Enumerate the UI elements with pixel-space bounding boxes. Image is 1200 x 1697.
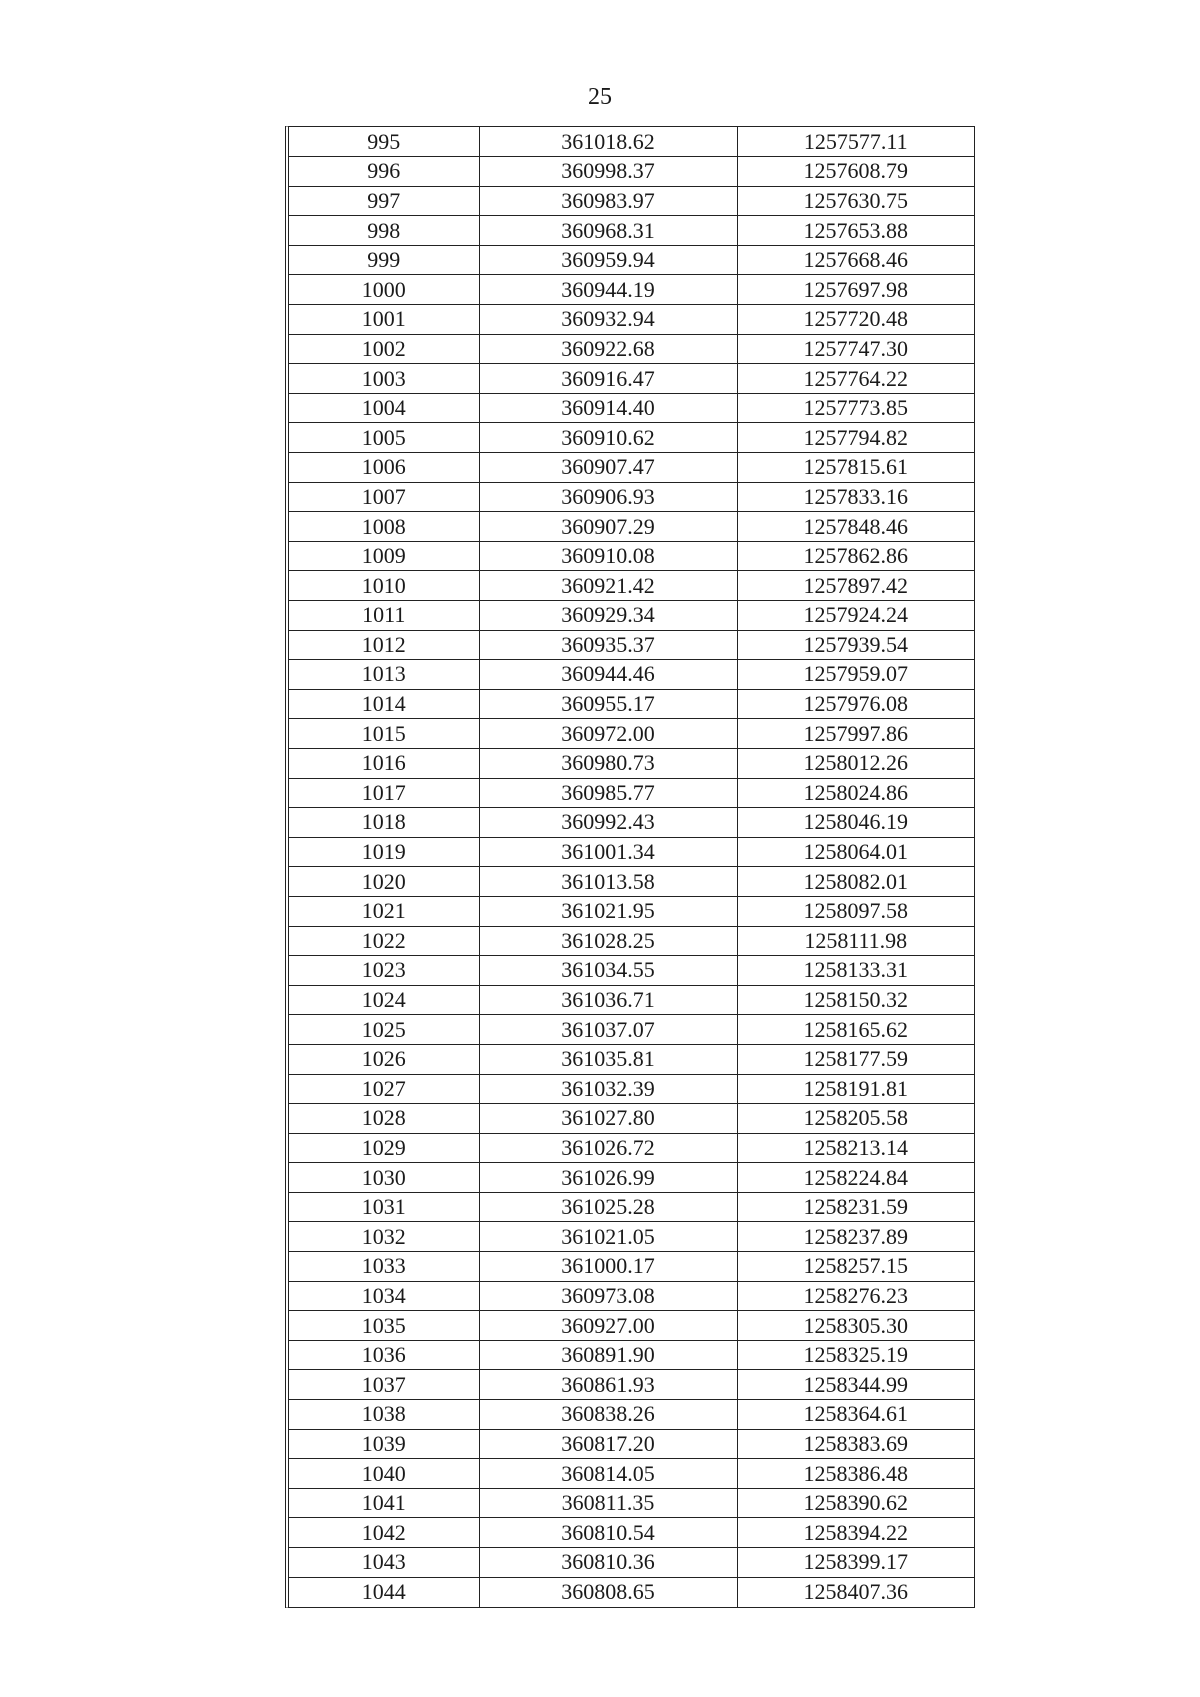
table-row	[289, 245, 974, 275]
point-number-cell: 1007	[289, 482, 479, 512]
x-coordinate-cell: 360916.47	[479, 364, 737, 394]
point-number-cell: 999	[289, 245, 479, 275]
y-coordinate-cell: 1257764.22	[737, 364, 974, 394]
table-row	[289, 808, 974, 838]
point-number-cell: 1025	[289, 1015, 479, 1045]
x-coordinate-cell: 361026.99	[479, 1163, 737, 1193]
y-coordinate-cell: 1258213.14	[737, 1133, 974, 1163]
y-coordinate-cell: 1258024.86	[737, 778, 974, 808]
table-row	[289, 956, 974, 986]
point-number-cell: 1031	[289, 1192, 479, 1222]
table-row	[289, 1311, 974, 1341]
table-row	[289, 334, 974, 364]
point-number-cell: 1022	[289, 926, 479, 956]
point-number-cell: 1013	[289, 660, 479, 690]
point-number-cell: 1002	[289, 334, 479, 364]
table-row	[289, 926, 974, 956]
table-row	[289, 186, 974, 216]
table-row	[289, 1548, 974, 1578]
x-coordinate-cell: 360972.00	[479, 719, 737, 749]
x-coordinate-cell: 360914.40	[479, 393, 737, 423]
table-row	[289, 157, 974, 187]
y-coordinate-cell: 1258224.84	[737, 1163, 974, 1193]
table-row	[289, 127, 974, 157]
page-number: 25	[588, 84, 612, 110]
table-row	[289, 630, 974, 660]
point-number-cell: 1026	[289, 1044, 479, 1074]
point-number-cell: 1040	[289, 1459, 479, 1489]
x-coordinate-cell: 360927.00	[479, 1311, 737, 1341]
y-coordinate-cell: 1258133.31	[737, 956, 974, 986]
point-number-cell: 995	[289, 127, 479, 157]
x-coordinate-cell: 360810.36	[479, 1548, 737, 1578]
x-coordinate-cell: 361025.28	[479, 1192, 737, 1222]
point-number-cell: 1035	[289, 1311, 479, 1341]
point-number-cell: 1021	[289, 896, 479, 926]
y-coordinate-cell: 1257924.24	[737, 601, 974, 631]
table-row	[289, 1015, 974, 1045]
x-coordinate-cell: 360811.35	[479, 1488, 737, 1518]
y-coordinate-cell: 1257939.54	[737, 630, 974, 660]
point-number-cell: 1034	[289, 1281, 479, 1311]
y-coordinate-cell: 1257897.42	[737, 571, 974, 601]
y-coordinate-cell: 1258111.98	[737, 926, 974, 956]
point-number-cell: 1019	[289, 837, 479, 867]
point-number-cell: 1000	[289, 275, 479, 305]
y-coordinate-cell: 1258386.48	[737, 1459, 974, 1489]
x-coordinate-cell: 361001.34	[479, 837, 737, 867]
table-row	[289, 305, 974, 335]
x-coordinate-cell: 360998.37	[479, 157, 737, 187]
y-coordinate-cell: 1258344.99	[737, 1370, 974, 1400]
table-row	[289, 896, 974, 926]
table-row	[289, 1429, 974, 1459]
point-number-cell: 1038	[289, 1400, 479, 1430]
y-coordinate-cell: 1258165.62	[737, 1015, 974, 1045]
x-coordinate-cell: 360973.08	[479, 1281, 737, 1311]
x-coordinate-cell: 360907.47	[479, 453, 737, 483]
x-coordinate-cell: 360959.94	[479, 245, 737, 275]
table-row	[289, 1104, 974, 1134]
y-coordinate-cell: 1258257.15	[737, 1252, 974, 1282]
point-number-cell: 1012	[289, 630, 479, 660]
x-coordinate-cell: 360935.37	[479, 630, 737, 660]
y-coordinate-cell: 1257976.08	[737, 689, 974, 719]
x-coordinate-cell: 360907.29	[479, 512, 737, 542]
y-coordinate-cell: 1258046.19	[737, 808, 974, 838]
point-number-cell: 1009	[289, 541, 479, 571]
x-coordinate-cell: 360891.90	[479, 1340, 737, 1370]
x-coordinate-cell: 361027.80	[479, 1104, 737, 1134]
y-coordinate-cell: 1257577.11	[737, 127, 974, 157]
y-coordinate-cell: 1258097.58	[737, 896, 974, 926]
y-coordinate-cell: 1257608.79	[737, 157, 974, 187]
table-row	[289, 1222, 974, 1252]
table-row	[289, 601, 974, 631]
table-row	[289, 1252, 974, 1282]
point-number-cell: 1027	[289, 1074, 479, 1104]
table-row	[289, 867, 974, 897]
y-coordinate-cell: 1258237.89	[737, 1222, 974, 1252]
y-coordinate-cell: 1258407.36	[803, 1579, 908, 1605]
table-row	[289, 1488, 974, 1518]
point-number-cell: 1003	[289, 364, 479, 394]
x-coordinate-cell: 360838.26	[479, 1400, 737, 1430]
x-coordinate-cell: 361021.95	[479, 896, 737, 926]
y-coordinate-cell: 1257997.86	[737, 719, 974, 749]
table-body	[289, 127, 974, 1607]
y-coordinate-cell: 1257720.48	[737, 305, 974, 335]
y-coordinate-cell: 1257747.30	[737, 334, 974, 364]
point-number-cell: 1016	[289, 748, 479, 778]
table-row	[289, 660, 974, 690]
point-number-cell: 1042	[289, 1518, 479, 1548]
y-coordinate-cell: 1258082.01	[737, 867, 974, 897]
y-coordinate-cell: 1258325.19	[737, 1340, 974, 1370]
table-row	[289, 837, 974, 867]
x-coordinate-cell: 360814.05	[479, 1459, 737, 1489]
x-coordinate-cell: 360922.68	[479, 334, 737, 364]
x-coordinate-cell: 361037.07	[479, 1015, 737, 1045]
table-row	[289, 423, 974, 453]
point-number-cell: 996	[289, 157, 479, 187]
x-coordinate-cell: 361032.39	[479, 1074, 737, 1104]
y-coordinate-cell: 1258399.17	[737, 1548, 974, 1578]
x-coordinate-cell: 360808.65	[479, 1577, 737, 1607]
y-coordinate-cell: 1257833.16	[737, 482, 974, 512]
table-row	[289, 216, 974, 246]
point-number-cell: 1018	[289, 808, 479, 838]
point-number-cell: 1028	[289, 1104, 479, 1134]
y-coordinate-cell: 1258305.30	[737, 1311, 974, 1341]
table-row	[289, 1577, 974, 1607]
coordinates-table	[285, 126, 975, 1608]
x-coordinate-cell: 360932.94	[479, 305, 737, 335]
point-number-cell: 1001	[289, 305, 479, 335]
x-coordinate-cell: 361018.62	[479, 127, 737, 157]
table-row	[289, 1518, 974, 1548]
x-coordinate-cell: 360929.34	[479, 601, 737, 631]
x-coordinate-cell: 361028.25	[479, 926, 737, 956]
x-coordinate-cell: 360968.31	[479, 216, 737, 246]
table-row	[289, 512, 974, 542]
point-number-cell: 1036	[289, 1340, 479, 1370]
x-coordinate-cell: 360910.62	[479, 423, 737, 453]
point-number-cell: 1039	[289, 1429, 479, 1459]
point-number-cell: 1044	[289, 1577, 479, 1607]
y-coordinate-cell: 1258231.59	[737, 1192, 974, 1222]
x-coordinate-cell: 360983.97	[479, 186, 737, 216]
y-coordinate-cell: 1257959.07	[737, 660, 974, 690]
x-coordinate-cell: 360980.73	[479, 748, 737, 778]
table-row	[289, 1281, 974, 1311]
y-coordinate-cell: 1258390.62	[737, 1488, 974, 1518]
y-coordinate-cell: 1258383.69	[737, 1429, 974, 1459]
point-number-cell: 1023	[289, 956, 479, 986]
y-coordinate-cell: 1257815.61	[737, 453, 974, 483]
point-number-cell: 1024	[289, 985, 479, 1015]
x-coordinate-cell: 360944.19	[479, 275, 737, 305]
table-row	[289, 482, 974, 512]
y-coordinate-cell: 1257697.98	[737, 275, 974, 305]
y-coordinate-cell: 1258205.58	[737, 1104, 974, 1134]
y-coordinate-cell: 1258394.22	[737, 1518, 974, 1548]
x-coordinate-cell: 360906.93	[479, 482, 737, 512]
y-coordinate-cell: 1258364.61	[737, 1400, 974, 1430]
y-coordinate-cell: 1257848.46	[737, 512, 974, 542]
x-coordinate-cell: 361013.58	[479, 867, 737, 897]
table-row	[289, 1400, 974, 1430]
point-number-cell: 1041	[289, 1488, 479, 1518]
point-number-cell: 1010	[289, 571, 479, 601]
table-row	[289, 1163, 974, 1193]
x-coordinate-cell: 361034.55	[479, 956, 737, 986]
y-coordinate-cell: 1258191.81	[737, 1074, 974, 1104]
y-coordinate-cell: 1258064.01	[737, 837, 974, 867]
table-row	[289, 1044, 974, 1074]
table-row	[289, 541, 974, 571]
x-coordinate-cell: 361036.71	[479, 985, 737, 1015]
table-row	[289, 689, 974, 719]
table-row	[289, 364, 974, 394]
table-row	[289, 1340, 974, 1370]
point-number-cell: 1032	[289, 1222, 479, 1252]
point-number-cell: 1008	[289, 512, 479, 542]
y-coordinate-cell: 1257794.82	[737, 423, 974, 453]
table-row	[289, 571, 974, 601]
table-row	[289, 778, 974, 808]
x-coordinate-cell: 361026.72	[479, 1133, 737, 1163]
y-coordinate-cell: 1257668.46	[737, 245, 974, 275]
point-number-cell: 1004	[289, 393, 479, 423]
y-coordinate-cell: 1258177.59	[737, 1044, 974, 1074]
x-coordinate-cell: 361021.05	[479, 1222, 737, 1252]
point-number-cell: 1017	[289, 778, 479, 808]
x-coordinate-cell: 360955.17	[479, 689, 737, 719]
table-row	[289, 1133, 974, 1163]
point-number-cell: 1029	[289, 1133, 479, 1163]
x-coordinate-cell: 360921.42	[479, 571, 737, 601]
point-number-cell: 1030	[289, 1163, 479, 1193]
x-coordinate-cell: 361035.81	[479, 1044, 737, 1074]
table-row	[289, 393, 974, 423]
point-number-cell: 1020	[289, 867, 479, 897]
table-row	[289, 1459, 974, 1489]
table-row	[289, 453, 974, 483]
table-row	[289, 275, 974, 305]
table-row	[289, 1370, 974, 1400]
y-coordinate-cell: 1257862.86	[737, 541, 974, 571]
point-number-cell: 1006	[289, 453, 479, 483]
y-coordinate-cell: 1257630.75	[737, 186, 974, 216]
y-coordinate-cell: 1257773.85	[737, 393, 974, 423]
point-number-cell: 1037	[289, 1370, 479, 1400]
table-row	[289, 719, 974, 749]
y-coordinate-cell: 1258012.26	[737, 748, 974, 778]
x-coordinate-cell: 360985.77	[479, 778, 737, 808]
x-coordinate-cell: 360944.46	[479, 660, 737, 690]
table-row	[289, 1074, 974, 1104]
table-row	[289, 748, 974, 778]
x-coordinate-cell: 360910.08	[479, 541, 737, 571]
x-coordinate-cell: 360861.93	[479, 1370, 737, 1400]
y-coordinate-cell: 1258150.32	[737, 985, 974, 1015]
x-coordinate-cell: 361000.17	[479, 1252, 737, 1282]
point-number-cell: 1043	[289, 1548, 479, 1578]
point-number-cell: 1014	[289, 689, 479, 719]
table-row	[289, 1192, 974, 1222]
x-coordinate-cell: 360992.43	[479, 808, 737, 838]
y-coordinate-cell: 1258276.23	[737, 1281, 974, 1311]
point-number-cell: 997	[289, 186, 479, 216]
point-number-cell: 1033	[289, 1252, 479, 1282]
point-number-cell: 998	[289, 216, 479, 246]
x-coordinate-cell: 360817.20	[479, 1429, 737, 1459]
y-coordinate-cell: 1257653.88	[737, 216, 974, 246]
point-number-cell: 1015	[289, 719, 479, 749]
table-row	[289, 985, 974, 1015]
x-coordinate-cell: 360810.54	[479, 1518, 737, 1548]
point-number-cell: 1005	[289, 423, 479, 453]
point-number-cell: 1011	[289, 601, 479, 631]
